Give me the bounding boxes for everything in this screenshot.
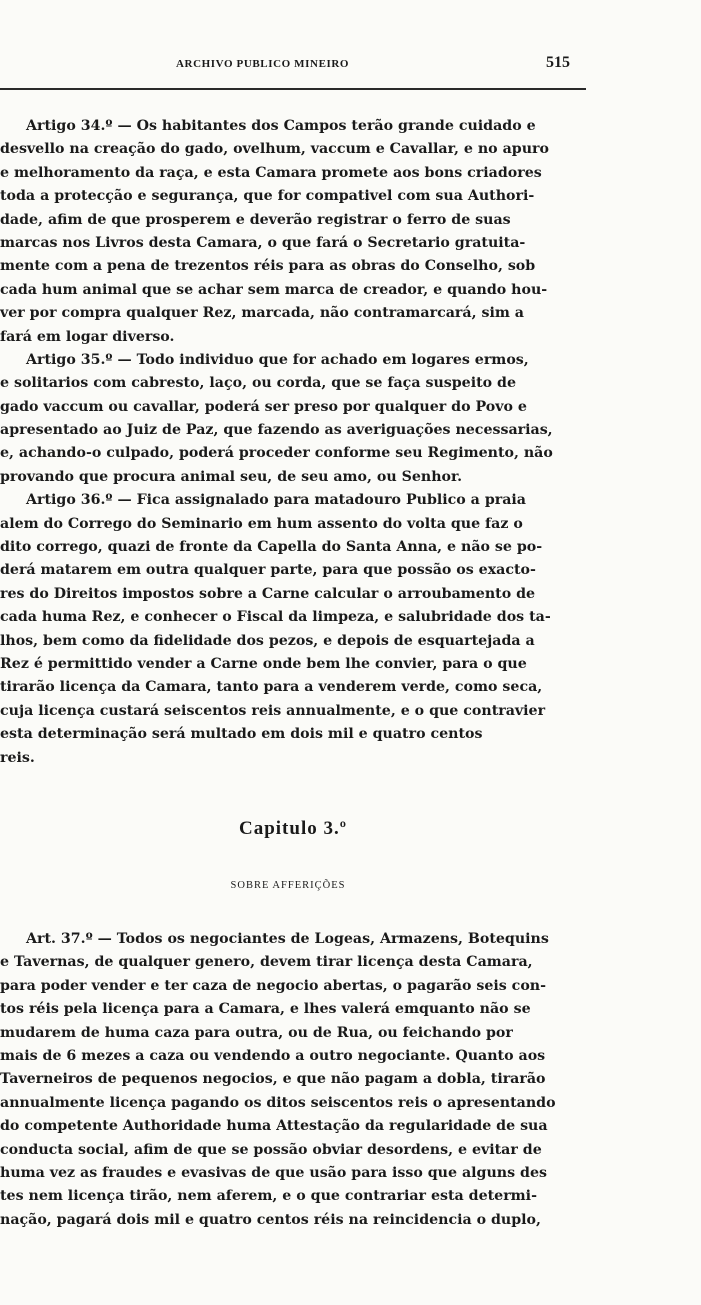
text-line: mais de 6 mezes a caza ou vendendo a outro negociante. Quanto aos bbox=[0, 1047, 546, 1064]
text-line: Artigo 35.º — Todo individuo que for achado em logares ermos, bbox=[26, 351, 529, 368]
page-header bbox=[0, 52, 586, 78]
text-line: gado vaccum ou cavallar, poderá ser preso por qualquer do Povo e bbox=[0, 398, 527, 415]
body-text-articles-34-36 bbox=[0, 115, 576, 770]
page-number: 515 bbox=[546, 54, 570, 71]
text-line: do competente Authoridade huma Attestação da regularidade de sua bbox=[0, 1118, 548, 1135]
text-line: mudarem de huma caza para outra, ou de Rua, ou feichando por bbox=[0, 1024, 513, 1041]
header-rule bbox=[0, 88, 586, 90]
text-line: res do Direitos impostos sobre a Carne calcular o arroubamento de bbox=[0, 585, 536, 602]
text-line: e, achando-o culpado, poderá proceder conforme seu Regimento, não bbox=[0, 445, 553, 462]
text-line: mente com a pena de trezentos réis para as obras do Conselho, sob bbox=[0, 258, 536, 275]
text-line: cada hum animal que se achar sem marca de creador, e quando hou- bbox=[0, 281, 548, 298]
text-line: alem do Corrego do Seminario em hum assento do volta que faz o bbox=[0, 515, 523, 532]
text-line: desvello na creação do gado, ovelhum, vaccum e Cavallar, e no apuro bbox=[0, 141, 549, 158]
text-line: Artigo 34.º — Os habitantes dos Campos terão grande cuidado e bbox=[26, 118, 536, 134]
text-line: lhos, bem como da fidelidade dos pezos, e depois de esquartejada a bbox=[0, 632, 535, 649]
text-line: e solitarios com cabresto, laço, ou corda, que se faça suspeito de bbox=[0, 375, 516, 392]
text-line: tos réis pela licença para a Camara, e lhes valerá emquanto não se bbox=[0, 1001, 531, 1018]
text-line: provando que procura animal seu, de seu amo, ou Senhor. bbox=[0, 468, 463, 485]
text-line: para poder vender e ter caza de negocio abertas, o pagarão seis con- bbox=[0, 977, 546, 994]
text-line: tes nem licença tirão, nem aferem, e o que contrariar esta determi- bbox=[0, 1188, 537, 1205]
text-line: esta determinação será multado em dois mil e quatro centos bbox=[0, 726, 483, 743]
text-line: dito corrego, quazi de fronte da Capella do Santa Anna, e não se po- bbox=[0, 539, 543, 556]
section-title: SOBRE AFFERIÇÕES bbox=[230, 880, 346, 891]
text-line: reis. bbox=[0, 749, 35, 766]
text-line: huma vez as fraudes e evasivas de que usão para isso que alguns des bbox=[0, 1164, 547, 1181]
text-line: cada huma Rez, e conhecer o Fiscal da limpeza, e salubridade dos ta- bbox=[0, 609, 551, 626]
text-line: tirarão licença da Camara, tanto para a venderem verde, como seca, bbox=[0, 679, 543, 696]
text-line: marcas nos Livros desta Camara, o que fará o Secretario gratuita- bbox=[0, 234, 526, 251]
text-line: dade, afim de que prosperem e deverão registrar o ferro de suas bbox=[0, 211, 511, 228]
text-line: annualmente licença pagando os ditos seiscentos reis o apresentando bbox=[0, 1094, 556, 1111]
text-line: Artigo 36.º — Fica assignalado para matadouro Publico a praia bbox=[26, 492, 526, 509]
text-line: e Tavernas, de qualquer genero, devem tirar licença desta Camara, bbox=[0, 954, 533, 971]
text-line: apresentado ao Juiz de Paz, que fazendo as averiguações necessarias, bbox=[0, 422, 553, 439]
text-line: derá matarem em outra qualquer parte, para que possão os exacto- bbox=[0, 562, 536, 579]
text-line: Taverneiros de pequenos negocios, e que não pagam a dobla, tirarão bbox=[0, 1071, 546, 1088]
text-line: ver por compra qualquer Rez, marcada, não contramarcará, sim a bbox=[0, 305, 524, 322]
text-line: cuja licença custará seiscentos reis annualmente, e o que contravier bbox=[0, 702, 546, 719]
running-title: ARCHIVO PUBLICO MINEIRO bbox=[176, 58, 350, 70]
text-line: nação, pagará dois mil e quatro centos réis na reincidencia o duplo, bbox=[0, 1211, 541, 1228]
chapter-title: Capitulo 3.º bbox=[238, 818, 347, 839]
text-line: toda a protecção e segurança, que for compativel com sua Authori- bbox=[0, 188, 535, 205]
text-line: Rez é permittido vender a Carne onde bem lhe convier, para o que bbox=[0, 655, 527, 672]
text-line: e melhoramento da raça, e esta Camara promete aos bons criadores bbox=[0, 164, 542, 181]
text-line: conducta social, afim de que se possão obviar desordens, e evitar de bbox=[0, 1141, 542, 1158]
text-line: Art. 37.º — Todos os negociantes de Logeas, Armazens, Botequins bbox=[26, 931, 549, 947]
body-text-article-37 bbox=[0, 928, 576, 1232]
text-line: fará em logar diverso. bbox=[0, 328, 175, 345]
